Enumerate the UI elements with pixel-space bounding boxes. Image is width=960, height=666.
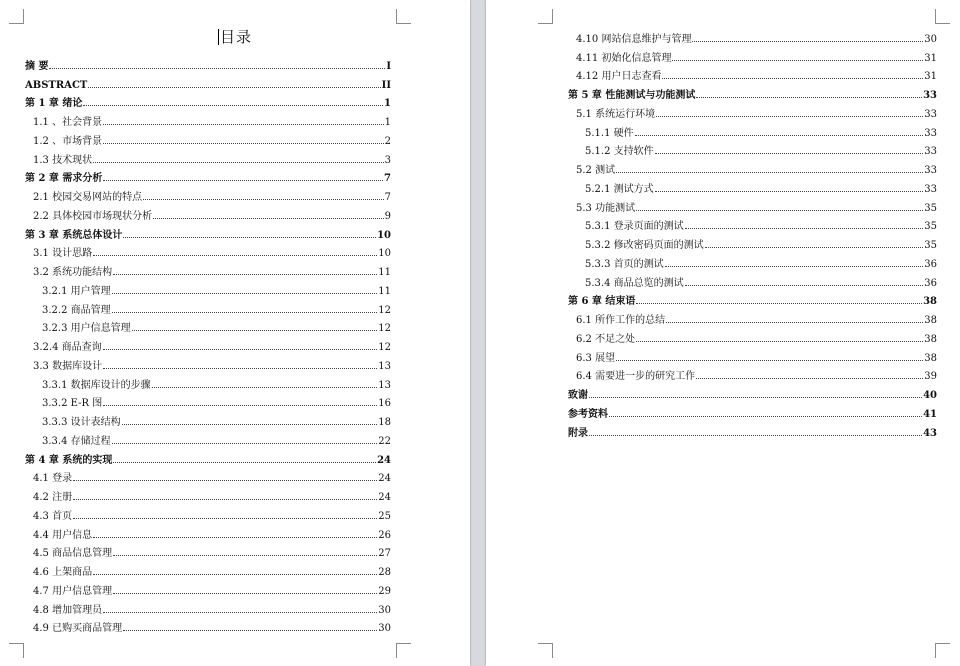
toc-entry[interactable] — [25, 541, 391, 560]
toc-entry-title: 3.2 系统功能结构 — [33, 267, 113, 278]
toc-entry-page-number: 24 — [378, 492, 391, 503]
toc-entry[interactable] — [25, 147, 391, 166]
toc-leader-dots — [73, 518, 377, 519]
toc-leader-dots — [143, 199, 384, 200]
toc-leader-dots — [113, 593, 377, 594]
toc-entry-page-number: 22 — [378, 435, 391, 447]
toc-entry-title: 4.7 用户信息管理 — [33, 585, 113, 597]
toc-leader-dots — [696, 97, 922, 98]
toc-entry[interactable] — [25, 166, 391, 185]
toc-entry-page-number: 35 — [924, 202, 937, 214]
toc-leader-dots — [112, 443, 378, 444]
crop-mark-top-right — [396, 9, 411, 24]
toc-leader-dots — [113, 555, 377, 556]
toc-entry-page-number: 33 — [924, 165, 937, 176]
toc-leader-dots — [635, 135, 924, 136]
toc-leader-dots — [636, 303, 922, 304]
toc-entry-title: 5.1 系统运行环境 — [576, 108, 656, 120]
toc-entry-title: 5.2 测试 — [576, 165, 616, 176]
toc-entry-page-number: 30 — [924, 33, 937, 45]
toc-entry[interactable] — [25, 578, 391, 597]
toc-entry-page-number: 7 — [384, 192, 391, 203]
toc-entry-title: 3.3 数据库设计 — [33, 360, 103, 372]
toc-leader-dots — [122, 424, 378, 425]
toc-entry-title: 第 3 章 系统总体设计 — [25, 229, 123, 241]
toc-entry-page-number: 1 — [384, 98, 391, 110]
toc-entry[interactable] — [25, 91, 391, 110]
toc-leader-dots — [655, 153, 924, 154]
toc-leader-dots — [93, 537, 377, 538]
toc-leader-dots — [672, 60, 923, 61]
toc-entry-page-number: 38 — [924, 333, 937, 345]
toc-entry-title: 6.1 所作工作的总结 — [576, 315, 666, 326]
toc-leader-dots — [589, 435, 922, 436]
toc-leader-dots — [609, 416, 922, 417]
toc-leader-dots — [113, 462, 376, 463]
toc-entry-title: 5.3 功能测试 — [576, 202, 636, 214]
toc-entry-title: 1.3 技术现状 — [33, 154, 93, 166]
toc-entry-title: 4.9 已购买商品管理 — [33, 623, 123, 635]
toc-entry-title: 4.10 网站信息维护与管理 — [576, 33, 692, 45]
toc-entry[interactable] — [568, 289, 937, 308]
toc-entry-title: 5.3.3 首页的测试 — [585, 258, 664, 270]
toc-entry[interactable] — [25, 559, 391, 578]
toc-leader-dots — [112, 312, 378, 313]
document-page-right — [486, 0, 960, 666]
crop-mark-top-right — [935, 9, 950, 24]
toc-entry-page-number: 11 — [378, 267, 391, 278]
toc-entry[interactable] — [25, 428, 391, 447]
toc-title-text: 目录 — [219, 28, 252, 46]
toc-leader-dots — [152, 387, 378, 388]
toc-entry-page-number: 39 — [924, 371, 937, 383]
toc-entry-page-number: 16 — [378, 398, 391, 410]
toc-entry-page-number: 40 — [923, 390, 937, 401]
toc-leader-dots — [103, 180, 383, 181]
toc-entry[interactable] — [568, 176, 937, 195]
toc-entry-title: 3.3.2 E-R 图 — [42, 398, 103, 410]
toc-entry[interactable] — [568, 101, 937, 120]
toc-entry-page-number: 33 — [923, 90, 937, 101]
toc-entry-title: 5.2.1 测试方式 — [585, 183, 654, 195]
toc-entry-title: 1.1 、社会背景 — [33, 117, 103, 128]
toc-leader-dots — [112, 293, 378, 294]
toc-entry[interactable] — [568, 364, 937, 383]
toc-entry-title: 5.3.2 修改密码页面的测试 — [585, 240, 704, 251]
toc-entry[interactable] — [568, 45, 937, 64]
toc-entry[interactable] — [25, 484, 391, 503]
toc-entry-page-number: 7 — [384, 173, 391, 185]
toc-entry-page-number: 36 — [924, 258, 937, 270]
toc-entry[interactable] — [25, 72, 391, 91]
toc-entry-page-number: 27 — [378, 548, 391, 560]
toc-leader-dots — [103, 368, 377, 369]
toc-leader-dots — [123, 630, 377, 631]
toc-entry[interactable] — [25, 334, 391, 353]
toc-entry-page-number: 31 — [924, 71, 937, 83]
toc-entry[interactable] — [25, 297, 391, 316]
toc-entry[interactable] — [25, 128, 391, 147]
toc-entry[interactable] — [25, 372, 391, 391]
toc-entry-title: 4.3 首页 — [33, 510, 73, 522]
toc-entry-title: 5.3.1 登录页面的测试 — [585, 221, 684, 233]
toc-leader-dots — [113, 274, 377, 275]
toc-leader-dots — [662, 78, 923, 79]
toc-entry[interactable] — [25, 316, 391, 335]
toc-entry[interactable] — [25, 259, 391, 278]
toc-entry[interactable] — [568, 420, 937, 439]
toc-entry[interactable] — [568, 157, 937, 176]
toc-entry-page-number: 33 — [924, 146, 937, 158]
toc-entry-page-number: 25 — [378, 510, 391, 522]
toc-entry-page-number: 38 — [923, 296, 937, 308]
toc-entry[interactable] — [568, 214, 937, 233]
toc-entry-title: 3.3.1 数据库设计的步骤 — [42, 379, 151, 391]
toc-entry[interactable] — [25, 409, 391, 428]
toc-entry[interactable] — [25, 53, 391, 72]
toc-entry-page-number: 36 — [924, 277, 937, 289]
toc-entry-page-number: 38 — [924, 352, 937, 364]
text-cursor — [218, 29, 219, 45]
toc-entry-title: 致谢 — [568, 390, 588, 401]
crop-mark-top-left — [538, 9, 553, 24]
toc-leader-dots — [93, 162, 384, 163]
toc-entry[interactable] — [568, 195, 937, 214]
toc-entry-title: 2.2 具体校园市场现状分析 — [33, 210, 153, 222]
toc-entry-title: 3.3.4 存储过程 — [42, 435, 111, 447]
toc-entry[interactable] — [568, 120, 937, 139]
toc-entry-page-number: 33 — [924, 108, 937, 120]
toc-entry[interactable] — [25, 616, 391, 635]
toc-entry-title: 4.11 初始化信息管理 — [576, 52, 672, 64]
toc-entry-title: 5.1.1 硬件 — [585, 127, 634, 139]
toc-entry[interactable] — [568, 251, 937, 270]
toc-entry[interactable] — [25, 353, 391, 372]
toc-entry-page-number: 30 — [378, 623, 391, 635]
toc-entry-page-number: 9 — [384, 210, 391, 222]
toc-entry[interactable] — [25, 203, 391, 222]
toc-entry-page-number: II — [381, 79, 391, 91]
toc-leader-dots — [103, 612, 377, 613]
toc-entry-page-number: 13 — [378, 379, 391, 391]
toc-leader-dots — [656, 116, 923, 117]
toc-entry[interactable] — [568, 270, 937, 289]
toc-leader-dots — [685, 285, 924, 286]
toc-leader-dots — [616, 172, 923, 173]
toc-leader-dots — [636, 341, 923, 342]
toc-entry[interactable] — [568, 26, 937, 45]
toc-leader-dots — [103, 124, 384, 125]
toc-leader-dots — [589, 397, 922, 398]
toc-entry-title: 3.2.1 用户管理 — [42, 285, 111, 297]
toc-entry[interactable] — [25, 391, 391, 410]
toc-entry-page-number: 24 — [378, 473, 391, 485]
toc-list-right — [568, 26, 937, 439]
crop-mark-bottom-right — [396, 643, 411, 658]
toc-entry-title: 4.6 上架商品 — [33, 567, 93, 578]
toc-entry-page-number: 12 — [378, 323, 391, 335]
toc-entry-title: 5.3.4 商品总览的测试 — [585, 277, 684, 289]
toc-entry-page-number: 35 — [924, 240, 937, 251]
toc-entry-title: 1.2 、市场背景 — [33, 135, 103, 147]
toc-entry[interactable] — [568, 139, 937, 158]
toc-entry-title: 3.2.2 商品管理 — [42, 304, 111, 316]
toc-leader-dots — [153, 218, 384, 219]
toc-leader-dots — [132, 330, 378, 331]
toc-leader-dots — [73, 499, 377, 500]
toc-entry[interactable] — [25, 597, 391, 616]
toc-entry-page-number: 28 — [378, 567, 391, 578]
toc-entry-page-number: 2 — [384, 135, 391, 147]
toc-leader-dots — [655, 191, 924, 192]
toc-entry-page-number: 10 — [378, 248, 391, 260]
toc-leader-dots — [83, 105, 383, 106]
toc-title[interactable] — [0, 26, 470, 47]
toc-leader-dots — [103, 143, 384, 144]
toc-entry-title: 4.12 用户日志查看 — [576, 71, 662, 83]
toc-entry-title: 3.3.3 设计表结构 — [42, 417, 121, 428]
toc-entry-title: 6.2 不足之处 — [576, 333, 636, 345]
toc-entry-title: 4.4 用户信息 — [33, 529, 93, 541]
toc-entry-title: 附录 — [568, 427, 588, 439]
toc-entry-page-number: 33 — [924, 183, 937, 195]
toc-leader-dots — [93, 574, 377, 575]
toc-entry-page-number: 12 — [378, 304, 391, 316]
toc-entry[interactable] — [25, 241, 391, 260]
toc-entry[interactable] — [25, 447, 391, 466]
toc-entry-page-number: 11 — [378, 285, 391, 297]
toc-entry[interactable] — [568, 345, 937, 364]
toc-entry-title: 4.2 注册 — [33, 492, 73, 503]
toc-entry-page-number: 18 — [378, 417, 391, 428]
toc-entry[interactable] — [568, 382, 937, 401]
toc-entry-title: 2.1 校园交易网站的特点 — [33, 192, 143, 203]
toc-leader-dots — [123, 237, 376, 238]
toc-entry-title: 5.1.2 支持软件 — [585, 146, 654, 158]
toc-entry-title: 第 4 章 系统的实现 — [25, 454, 113, 466]
toc-list-left — [25, 53, 391, 634]
toc-entry-page-number: 31 — [924, 52, 937, 64]
crop-mark-bottom-right — [935, 643, 950, 658]
toc-entry[interactable] — [25, 222, 391, 241]
toc-entry-page-number: 38 — [924, 315, 937, 326]
toc-entry-page-number: 13 — [378, 360, 391, 372]
toc-leader-dots — [705, 247, 924, 248]
crop-mark-top-left — [9, 9, 24, 24]
toc-entry[interactable] — [25, 503, 391, 522]
toc-leader-dots — [636, 210, 923, 211]
toc-entry-title: 参考资料 — [568, 408, 608, 420]
toc-entry-title: 第 6 章 结束语 — [568, 296, 636, 308]
toc-entry-page-number: 24 — [377, 454, 391, 466]
toc-entry-page-number: 3 — [384, 154, 391, 166]
toc-leader-dots — [103, 349, 378, 350]
toc-entry-page-number: 26 — [378, 529, 391, 541]
toc-leader-dots — [665, 266, 924, 267]
toc-entry-title: 6.3 展望 — [576, 352, 616, 364]
toc-leader-dots — [73, 480, 377, 481]
toc-entry-page-number: 30 — [378, 604, 391, 616]
toc-entry-title: 3.1 设计思路 — [33, 248, 93, 260]
toc-entry-title: 4.1 登录 — [33, 473, 73, 485]
toc-entry[interactable] — [568, 401, 937, 420]
toc-entry-title: 4.8 增加管理员 — [33, 604, 103, 616]
toc-entry[interactable] — [568, 232, 937, 251]
toc-entry-title: 摘 要 — [25, 60, 49, 72]
toc-entry[interactable] — [25, 466, 391, 485]
toc-entry-page-number: 1 — [384, 117, 391, 128]
toc-leader-dots — [103, 405, 377, 406]
toc-leader-dots — [685, 228, 924, 229]
toc-entry[interactable] — [25, 278, 391, 297]
document-page-left — [0, 0, 470, 666]
toc-leader-dots — [616, 360, 923, 361]
toc-entry-title: 4.5 商品信息管理 — [33, 548, 113, 560]
toc-entry-page-number: 12 — [378, 342, 391, 353]
crop-mark-bottom-left — [9, 643, 24, 658]
toc-leader-dots — [88, 87, 380, 88]
toc-entry-page-number: 35 — [924, 221, 937, 233]
toc-entry-title: 第 2 章 需求分析 — [25, 173, 103, 185]
toc-entry-title: ABSTRACT — [25, 79, 88, 91]
toc-entry-page-number: I — [386, 60, 391, 72]
toc-entry-page-number: 29 — [378, 585, 391, 597]
toc-entry-title: 第 5 章 性能测试与功能测试 — [568, 90, 696, 101]
toc-entry-page-number: 43 — [923, 427, 937, 439]
toc-leader-dots — [666, 322, 923, 323]
toc-entry-title: 第 1 章 绪论 — [25, 98, 83, 110]
toc-entry-page-number: 33 — [924, 127, 937, 139]
crop-mark-bottom-left — [538, 643, 553, 658]
toc-entry-title: 3.2.3 用户信息管理 — [42, 323, 131, 335]
toc-entry-page-number: 41 — [923, 408, 937, 420]
toc-entry-title: 3.2.4 商品查询 — [33, 342, 102, 353]
toc-entry[interactable] — [25, 184, 391, 203]
toc-entry[interactable] — [25, 522, 391, 541]
toc-entry[interactable] — [25, 109, 391, 128]
toc-leader-dots — [93, 255, 377, 256]
toc-entry[interactable] — [568, 64, 937, 83]
toc-entry[interactable] — [568, 82, 937, 101]
toc-leader-dots — [696, 378, 923, 379]
toc-entry[interactable] — [568, 307, 937, 326]
toc-entry[interactable] — [568, 326, 937, 345]
toc-entry-title: 6.4 需要进一步的研究工作 — [576, 371, 696, 383]
toc-leader-dots — [49, 68, 385, 69]
toc-leader-dots — [692, 41, 923, 42]
toc-entry-page-number: 10 — [377, 229, 391, 241]
